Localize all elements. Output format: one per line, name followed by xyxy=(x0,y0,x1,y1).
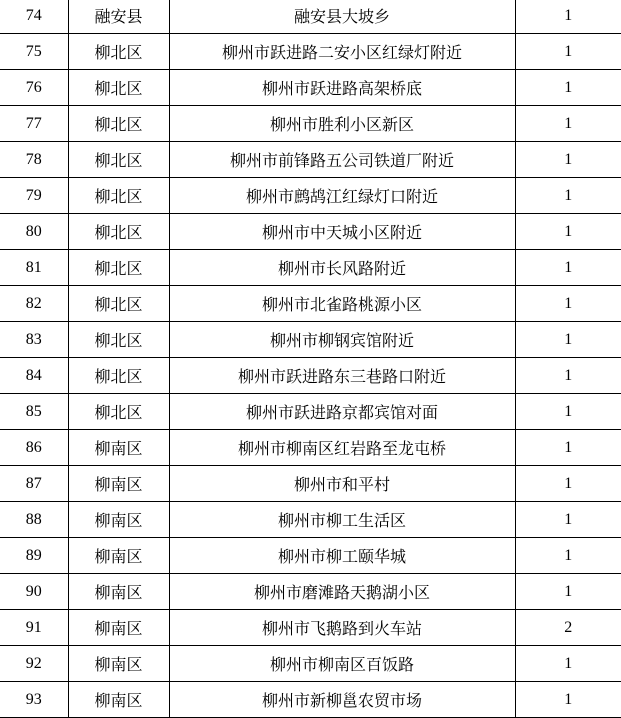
row-district-cell: 柳南区 xyxy=(68,466,169,502)
row-district-cell: 柳北区 xyxy=(68,250,169,286)
row-district-cell: 柳北区 xyxy=(68,106,169,142)
row-district-cell: 柳北区 xyxy=(68,142,169,178)
row-count-cell: 1 xyxy=(515,250,621,286)
row-count-cell: 1 xyxy=(515,466,621,502)
table-row xyxy=(0,430,621,466)
row-index-cell: 93 xyxy=(0,682,68,718)
row-index-cell: 88 xyxy=(0,502,68,538)
row-district-cell: 柳北区 xyxy=(68,358,169,394)
row-location-cell: 柳州市柳南区红岩路至龙屯桥 xyxy=(169,430,515,466)
table-row xyxy=(0,538,621,574)
row-index-cell: 74 xyxy=(0,0,68,34)
row-count-cell: 1 xyxy=(515,430,621,466)
table-row xyxy=(0,178,621,214)
row-count-cell: 1 xyxy=(515,286,621,322)
table-row xyxy=(0,322,621,358)
row-location-cell: 柳州市飞鹅路到火车站 xyxy=(169,610,515,646)
row-location-cell: 柳州市磨滩路天鹅湖小区 xyxy=(169,574,515,610)
row-district-cell: 柳南区 xyxy=(68,682,169,718)
row-count-cell: 1 xyxy=(515,70,621,106)
table-row xyxy=(0,646,621,682)
row-index-cell: 81 xyxy=(0,250,68,286)
row-count-cell: 1 xyxy=(515,394,621,430)
row-location-cell: 柳州市长风路附近 xyxy=(169,250,515,286)
row-district-cell: 柳南区 xyxy=(68,502,169,538)
row-index-cell: 79 xyxy=(0,178,68,214)
row-index-cell: 75 xyxy=(0,34,68,70)
row-location-cell: 柳州市柳南区百饭路 xyxy=(169,646,515,682)
table-row xyxy=(0,682,621,718)
row-count-cell: 1 xyxy=(515,142,621,178)
row-index-cell: 82 xyxy=(0,286,68,322)
table-row xyxy=(0,214,621,250)
row-index-cell: 84 xyxy=(0,358,68,394)
row-index-cell: 80 xyxy=(0,214,68,250)
row-location-cell: 柳州市和平村 xyxy=(169,466,515,502)
row-count-cell: 1 xyxy=(515,682,621,718)
row-district-cell: 柳南区 xyxy=(68,430,169,466)
row-district-cell: 融安县 xyxy=(68,0,169,34)
row-district-cell: 柳南区 xyxy=(68,646,169,682)
row-count-cell: 1 xyxy=(515,574,621,610)
table-row xyxy=(0,286,621,322)
row-location-cell: 柳州市跃进路东三巷路口附近 xyxy=(169,358,515,394)
row-index-cell: 92 xyxy=(0,646,68,682)
row-district-cell: 柳南区 xyxy=(68,610,169,646)
row-count-cell: 1 xyxy=(515,34,621,70)
row-index-cell: 90 xyxy=(0,574,68,610)
row-count-cell: 1 xyxy=(515,502,621,538)
row-location-cell: 柳州市柳工生活区 xyxy=(169,502,515,538)
row-index-cell: 91 xyxy=(0,610,68,646)
row-district-cell: 柳北区 xyxy=(68,34,169,70)
row-district-cell: 柳北区 xyxy=(68,322,169,358)
table-row xyxy=(0,358,621,394)
table-row xyxy=(0,394,621,430)
table-row xyxy=(0,250,621,286)
row-location-cell: 柳州市柳钢宾馆附近 xyxy=(169,322,515,358)
row-count-cell: 1 xyxy=(515,178,621,214)
row-count-cell: 1 xyxy=(515,322,621,358)
row-count-cell: 1 xyxy=(515,0,621,34)
row-index-cell: 77 xyxy=(0,106,68,142)
table-row xyxy=(0,34,621,70)
table-row xyxy=(0,574,621,610)
row-location-cell: 柳州市跃进路高架桥底 xyxy=(169,70,515,106)
row-location-cell: 柳州市中天城小区附近 xyxy=(169,214,515,250)
table-row xyxy=(0,0,621,34)
row-district-cell: 柳南区 xyxy=(68,574,169,610)
row-location-cell: 柳州市跃进路京都宾馆对面 xyxy=(169,394,515,430)
row-count-cell: 1 xyxy=(515,214,621,250)
table-row xyxy=(0,142,621,178)
row-count-cell: 1 xyxy=(515,358,621,394)
table-row xyxy=(0,610,621,646)
row-district-cell: 柳北区 xyxy=(68,394,169,430)
row-count-cell: 1 xyxy=(515,646,621,682)
row-location-cell: 柳州市跃进路二安小区红绿灯附近 xyxy=(169,34,515,70)
row-index-cell: 76 xyxy=(0,70,68,106)
row-district-cell: 柳北区 xyxy=(68,70,169,106)
row-count-cell: 1 xyxy=(515,106,621,142)
row-district-cell: 柳北区 xyxy=(68,286,169,322)
row-location-cell: 柳州市前锋路五公司铁道厂附近 xyxy=(169,142,515,178)
row-location-cell: 融安县大坡乡 xyxy=(169,0,515,34)
row-district-cell: 柳北区 xyxy=(68,214,169,250)
table-row xyxy=(0,106,621,142)
row-index-cell: 87 xyxy=(0,466,68,502)
row-district-cell: 柳南区 xyxy=(68,538,169,574)
row-location-cell: 柳州市鹧鸪江红绿灯口附近 xyxy=(169,178,515,214)
row-index-cell: 83 xyxy=(0,322,68,358)
row-index-cell: 78 xyxy=(0,142,68,178)
row-count-cell: 1 xyxy=(515,538,621,574)
row-district-cell: 柳北区 xyxy=(68,178,169,214)
table-row xyxy=(0,70,621,106)
row-index-cell: 85 xyxy=(0,394,68,430)
row-location-cell: 柳州市北雀路桃源小区 xyxy=(169,286,515,322)
table-row xyxy=(0,502,621,538)
row-location-cell: 柳州市胜利小区新区 xyxy=(169,106,515,142)
row-location-cell: 柳州市新柳邕农贸市场 xyxy=(169,682,515,718)
row-count-cell: 2 xyxy=(515,610,621,646)
table-row xyxy=(0,466,621,502)
row-index-cell: 89 xyxy=(0,538,68,574)
row-index-cell: 86 xyxy=(0,430,68,466)
row-location-cell: 柳州市柳工颐华城 xyxy=(169,538,515,574)
